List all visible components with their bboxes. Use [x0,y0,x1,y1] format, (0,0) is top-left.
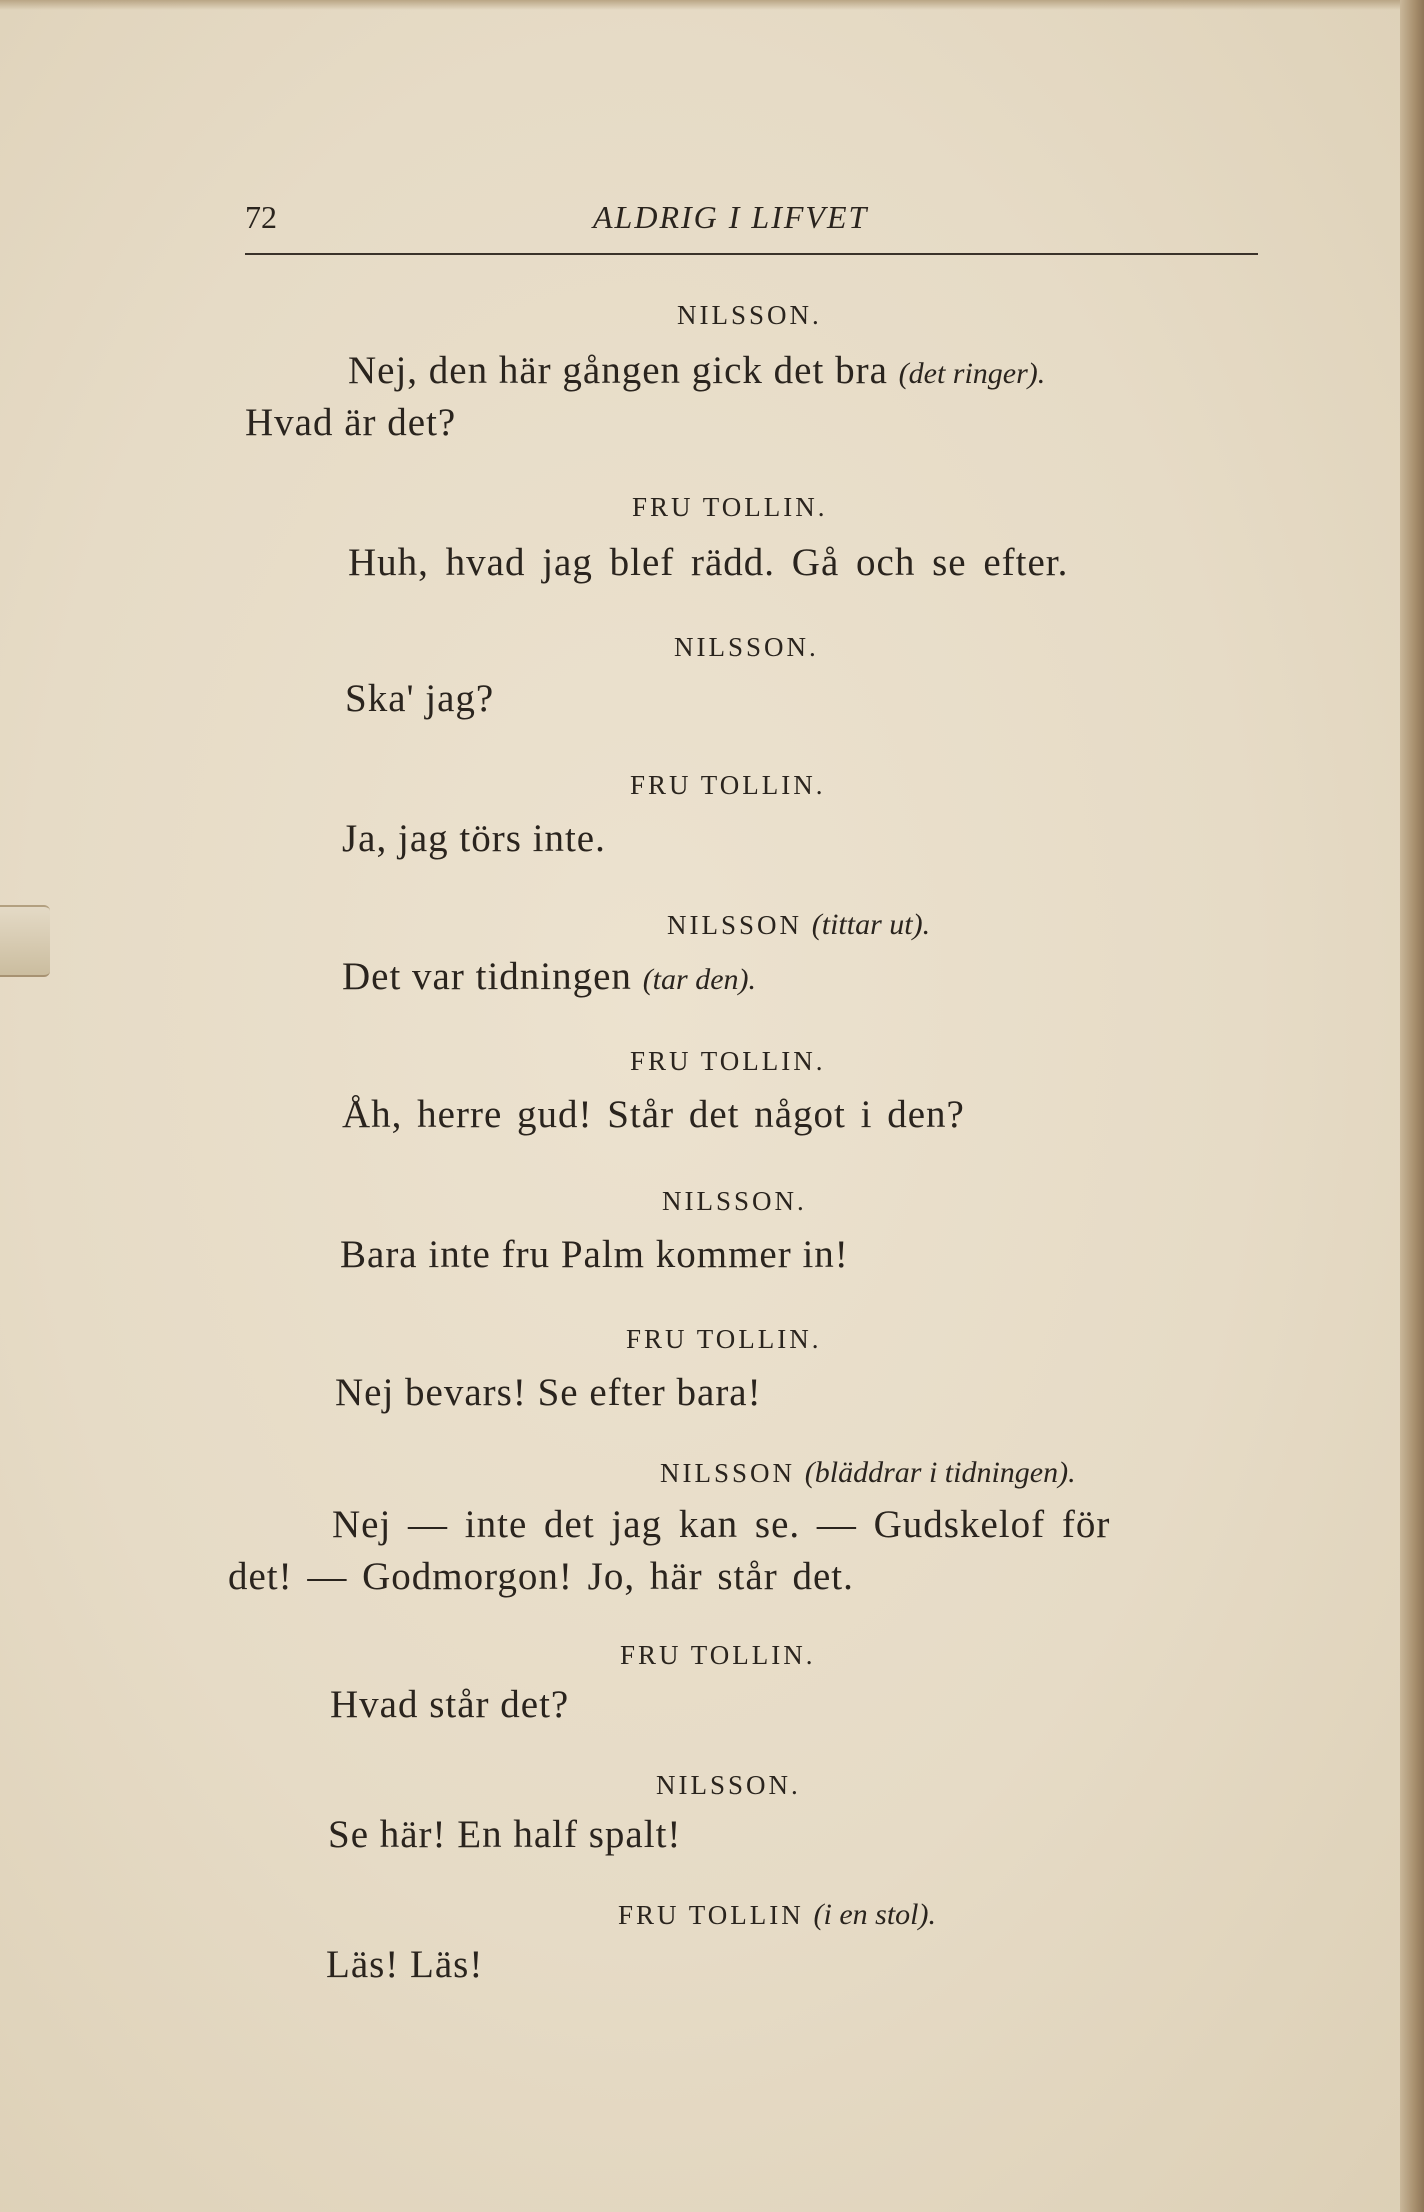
page-right-edge [1400,0,1424,2212]
stage-direction: (tittar ut). [811,908,931,941]
dialogue-line: Se här! En half spalt! [328,1813,682,1856]
speaker-name: NILSSON. [674,632,819,662]
speaker-name: FRU TOLLIN. [630,1046,826,1076]
stage-direction: (i en stol). [813,1898,936,1931]
speaker-name: NILSSON. [677,300,822,330]
speaker-name: NILSSON (tittar ut). [667,908,931,941]
page-top-edge [0,0,1424,10]
dialogue-line: Nej — inte det jag kan se. — Gudskelof för [332,1503,1111,1546]
stage-direction: (tar den). [642,963,756,996]
running-title: ALDRIG I LIFVET [593,199,869,235]
speaker-name: FRU TOLLIN (i en stol). [618,1898,936,1931]
dialogue-line: Ja, jag törs inte. [342,817,606,860]
stage-direction: (bläddrar i tidningen). [804,1456,1076,1489]
speaker-name: FRU TOLLIN. [630,770,826,800]
speaker-name: NILSSON (bläddrar i tidningen). [660,1456,1076,1489]
speaker-name: NILSSON. [662,1186,807,1216]
dialogue-line: Det var tidningen (tar den). [342,955,756,998]
dialogue-line: Åh, herre gud! Står det något i den? [342,1093,965,1136]
dialogue-line: Hvad står det? [330,1683,570,1726]
speaker-name: FRU TOLLIN. [632,492,828,522]
dialogue-line: Läs! Läs! [326,1943,484,1986]
page-number: 72 [245,199,277,235]
dialogue-line: Ska' jag? [345,677,495,720]
dialogue-line: Bara inte fru Palm kommer in! [340,1233,849,1276]
speaker-name: NILSSON. [656,1770,801,1800]
dialogue-line: det! — Godmorgon! Jo, här står det. [228,1555,854,1598]
speaker-name: FRU TOLLIN. [620,1640,816,1670]
dialogue-line: Hvad är det? [245,401,457,444]
page-header [245,193,1258,255]
speaker-name: FRU TOLLIN. [626,1324,822,1354]
dialogue-line: Huh, hvad jag blef rädd. Gå och se efter. [348,541,1069,584]
dialogue-line: Nej, den här gången gick det bra (det ringer). [348,349,1046,392]
stage-direction: (det ringer). [898,357,1046,390]
dialogue-line: Nej bevars! Se efter bara! [335,1371,762,1414]
bookmark-tab [0,905,50,977]
